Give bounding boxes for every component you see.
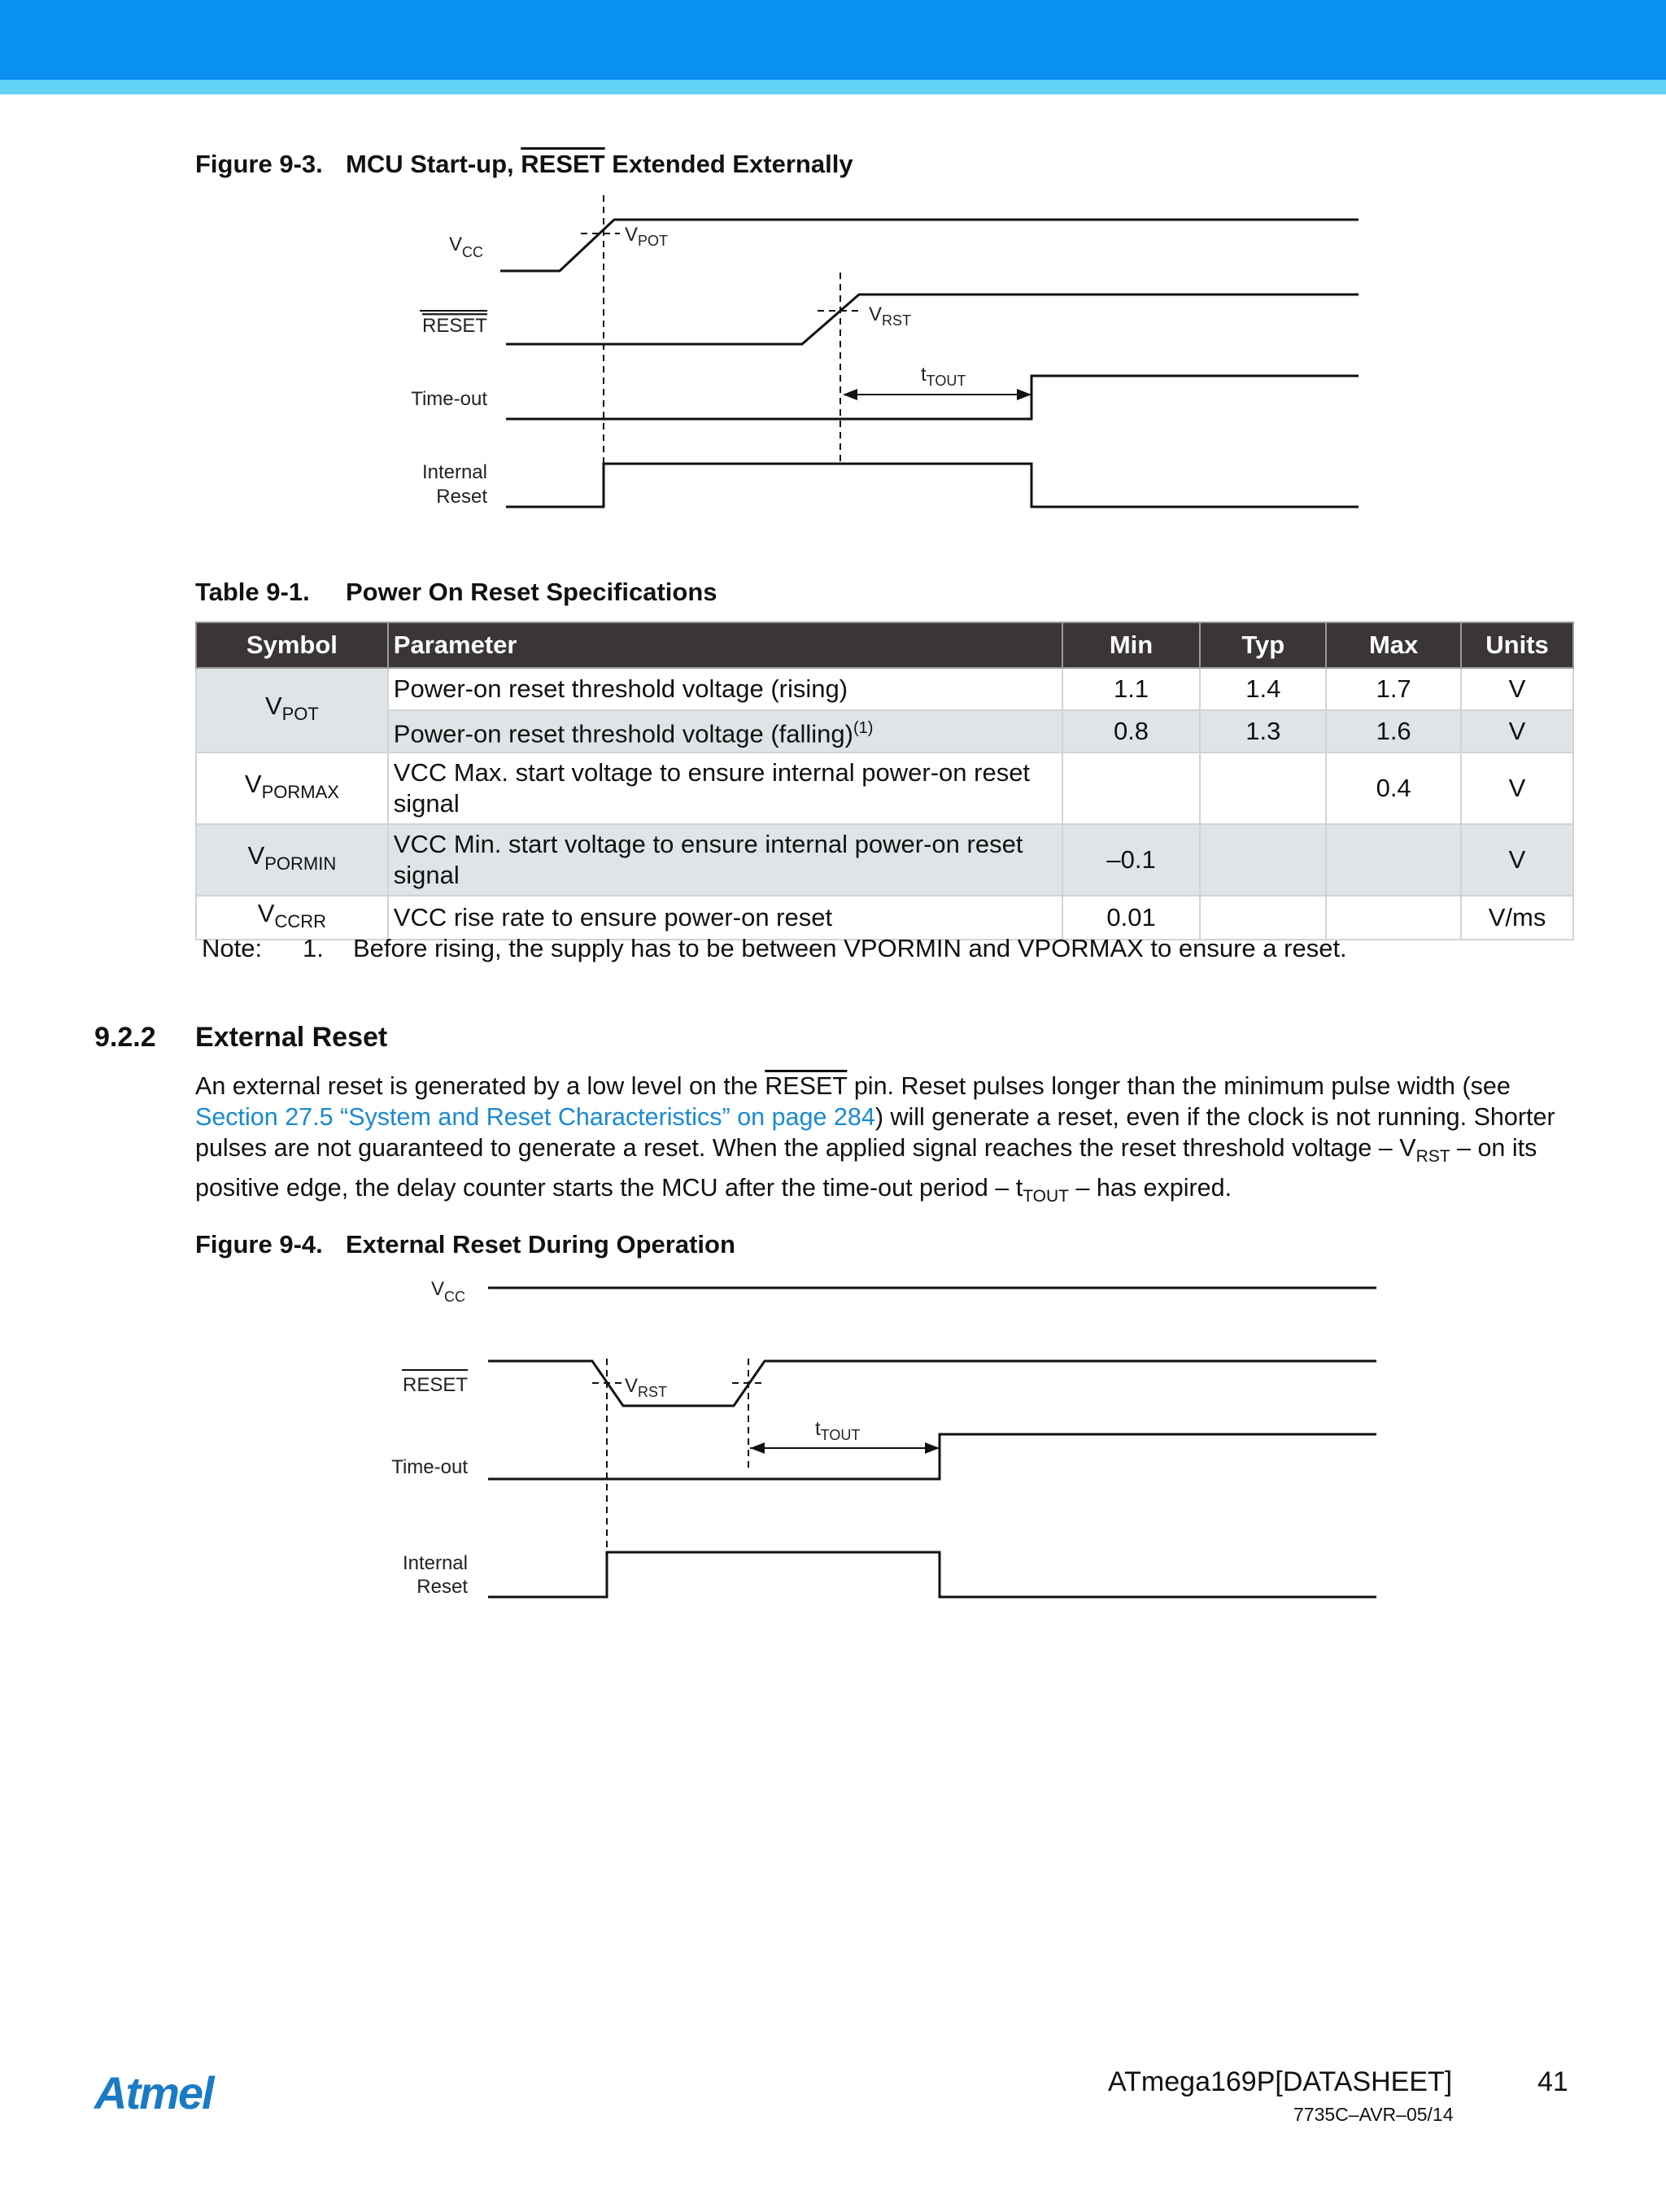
header-typ: Typ — [1200, 622, 1326, 668]
timeout-label: Time-out — [391, 1456, 468, 1478]
units-cell: V — [1461, 824, 1573, 896]
symbol-cell — [196, 753, 388, 824]
vcc-label: V — [431, 1278, 445, 1300]
ttout-label-sub: TOUT — [820, 1427, 861, 1443]
internal-label-line2: Reset — [416, 1576, 468, 1598]
min-cell — [1062, 753, 1201, 824]
units-cell: V — [1461, 753, 1573, 824]
note-label: Note: — [202, 934, 263, 962]
para-text: pin. Reset pulses longer than the minimum pulse width (see — [847, 1072, 1511, 1100]
figure-title-reset: RESET — [521, 150, 605, 178]
power-on-reset-table — [195, 622, 1574, 940]
symbol-sub: CCRR — [274, 911, 327, 932]
vrst-label: V — [625, 1375, 639, 1397]
ttout-arrow-right — [1017, 389, 1031, 400]
internal-label-line1: Internal — [402, 1552, 468, 1574]
table-row — [196, 668, 1573, 710]
header-parameter: Parameter — [388, 622, 1062, 668]
vrst-label-sub: RST — [882, 312, 912, 329]
section-number: 9.2.2 — [94, 1022, 156, 1053]
timeout-label: Time-out — [411, 388, 487, 410]
para-reset-signal: RESET — [765, 1072, 848, 1100]
ttout-label-sub: TOUT — [926, 373, 966, 389]
ttout-arrow-right — [925, 1442, 940, 1454]
reset-label: RESET — [421, 315, 487, 337]
svg-text:VPOT — [625, 224, 668, 249]
vcc-label-sub: CC — [462, 244, 484, 260]
section-paragraph — [195, 1071, 1578, 1212]
ttout-label: t — [921, 364, 927, 386]
vpot-label: V — [625, 224, 639, 246]
doc-code: 7735C–AVR–05/14 — [1293, 2104, 1454, 2125]
section-27-5-link[interactable]: Section 27.5 “System and Reset Characteristics” on page 284 — [195, 1103, 875, 1131]
footnote-ref: (1) — [853, 719, 874, 738]
internal-label-line1: Internal — [421, 461, 487, 483]
min-cell: –0.1 — [1062, 824, 1201, 896]
timeout-waveform — [488, 1434, 1376, 1479]
min-cell: 0.8 — [1062, 710, 1201, 753]
units-cell: V — [1461, 710, 1573, 753]
parameter-cell — [388, 710, 1062, 753]
table-number: Table 9-1. — [195, 578, 310, 606]
symbol-sub: PORMIN — [264, 853, 337, 875]
typ-cell: 1.3 — [1200, 710, 1326, 753]
ttout-arrow-left — [750, 1442, 765, 1454]
symbol-cell — [196, 668, 388, 753]
units-cell: V/ms — [1461, 896, 1573, 940]
header-bar — [0, 0, 1666, 80]
min-cell: 1.1 — [1062, 668, 1201, 710]
figure-9-4-caption — [195, 1230, 735, 1259]
reset-waveform — [506, 294, 1359, 344]
parameter-text: Power-on reset threshold voltage (falling) — [393, 719, 853, 748]
max-cell: 1.7 — [1326, 668, 1461, 710]
max-cell: 0.4 — [1326, 753, 1461, 824]
table-title: Power On Reset Specifications — [346, 578, 717, 606]
section-title: External Reset — [195, 1022, 388, 1053]
figure-title: External Reset During Operation — [346, 1230, 735, 1259]
para-sub: RST — [1415, 1147, 1450, 1167]
note-number: 1. — [303, 934, 324, 962]
svg-text:VCC — [449, 233, 483, 260]
figure-9-3-caption — [195, 150, 853, 179]
svg-text:VCC — [431, 1278, 465, 1305]
header-max: Max — [1326, 622, 1461, 668]
table-9-1-caption — [195, 578, 717, 607]
internal-label-line2: Reset — [436, 486, 487, 508]
page-number: 41 — [1537, 2066, 1568, 2097]
symbol-text: V — [247, 840, 265, 870]
parameter-cell: VCC rise rate to ensure power-on reset — [388, 896, 1062, 940]
reset-label: RESET — [402, 1374, 468, 1396]
para-text: – on its positive edge, the delay counter starts the MCU after the time-out period – t — [195, 1134, 1537, 1202]
header-min: Min — [1062, 622, 1201, 668]
para-text: ) will generate a reset, even if the clock is not running. Shorter pulses are not guaranteed to generate a reset. When the applied signal reaches the reset threshold voltage – V — [195, 1103, 1555, 1162]
max-cell: 1.6 — [1326, 710, 1461, 753]
header-units: Units — [1461, 622, 1573, 668]
figure-number: Figure 9-3. — [195, 150, 323, 178]
internal-reset-waveform — [506, 464, 1359, 507]
figure-9-4-timing-diagram — [0, 1269, 1666, 1611]
svg-text:tTOUT — [921, 364, 966, 389]
figure-9-3-timing-diagram — [0, 187, 1666, 529]
symbol-text: V — [264, 691, 282, 720]
symbol-cell — [196, 824, 388, 896]
table-row — [196, 824, 1573, 896]
table-note — [202, 934, 1347, 963]
svg-text:VRST — [869, 303, 911, 329]
symbol-sub: POT — [281, 704, 319, 725]
symbol-sub: PORMAX — [261, 782, 339, 803]
parameter-cell: VCC Min. start voltage to ensure internal power-on reset signal — [388, 824, 1062, 896]
symbol-text: V — [257, 899, 275, 927]
figure-title-part: MCU Start-up, — [346, 150, 521, 178]
parameter-cell: VCC Max. start voltage to ensure internal power-on reset signal — [388, 753, 1062, 824]
ttout-arrow-left — [843, 389, 857, 400]
symbol-text: V — [244, 769, 262, 798]
typ-cell: 1.4 — [1200, 668, 1326, 710]
footer-title: ATmega169P[DATASHEET] — [1108, 2066, 1453, 2097]
para-text: An external reset is generated by a low level on the — [195, 1072, 765, 1100]
table-header-row — [196, 622, 1573, 668]
para-sub: TOUT — [1023, 1187, 1069, 1206]
vcc-label-sub: CC — [444, 1289, 466, 1305]
header-symbol: Symbol — [196, 622, 388, 668]
typ-cell — [1200, 824, 1326, 896]
typ-cell — [1200, 753, 1326, 824]
max-cell — [1326, 824, 1461, 896]
svg-text:tTOUT — [815, 1418, 860, 1443]
table-row — [196, 753, 1573, 824]
figure-title-part: Extended Externally — [604, 150, 853, 178]
units-cell: V — [1461, 668, 1573, 710]
atmel-logo: Atmel — [94, 2067, 213, 2118]
vrst-label: V — [869, 303, 883, 325]
vcc-label: V — [449, 233, 463, 255]
vrst-label-sub: RST — [638, 1384, 668, 1400]
min-cell: 0.01 — [1062, 896, 1201, 940]
ttout-label: t — [815, 1418, 821, 1440]
svg-text:VRST — [625, 1375, 667, 1400]
table-row — [196, 710, 1573, 753]
internal-reset-waveform — [488, 1552, 1376, 1597]
figure-number: Figure 9-4. — [195, 1230, 323, 1259]
note-text: Before rising, the supply has to be between VPORMIN and VPORMAX to ensure a reset. — [353, 934, 1347, 962]
vpot-label-sub: POT — [638, 233, 669, 249]
parameter-cell: Power-on reset threshold voltage (rising) — [388, 668, 1062, 710]
para-text: – has expired. — [1068, 1174, 1232, 1202]
header-stripe — [0, 80, 1666, 94]
